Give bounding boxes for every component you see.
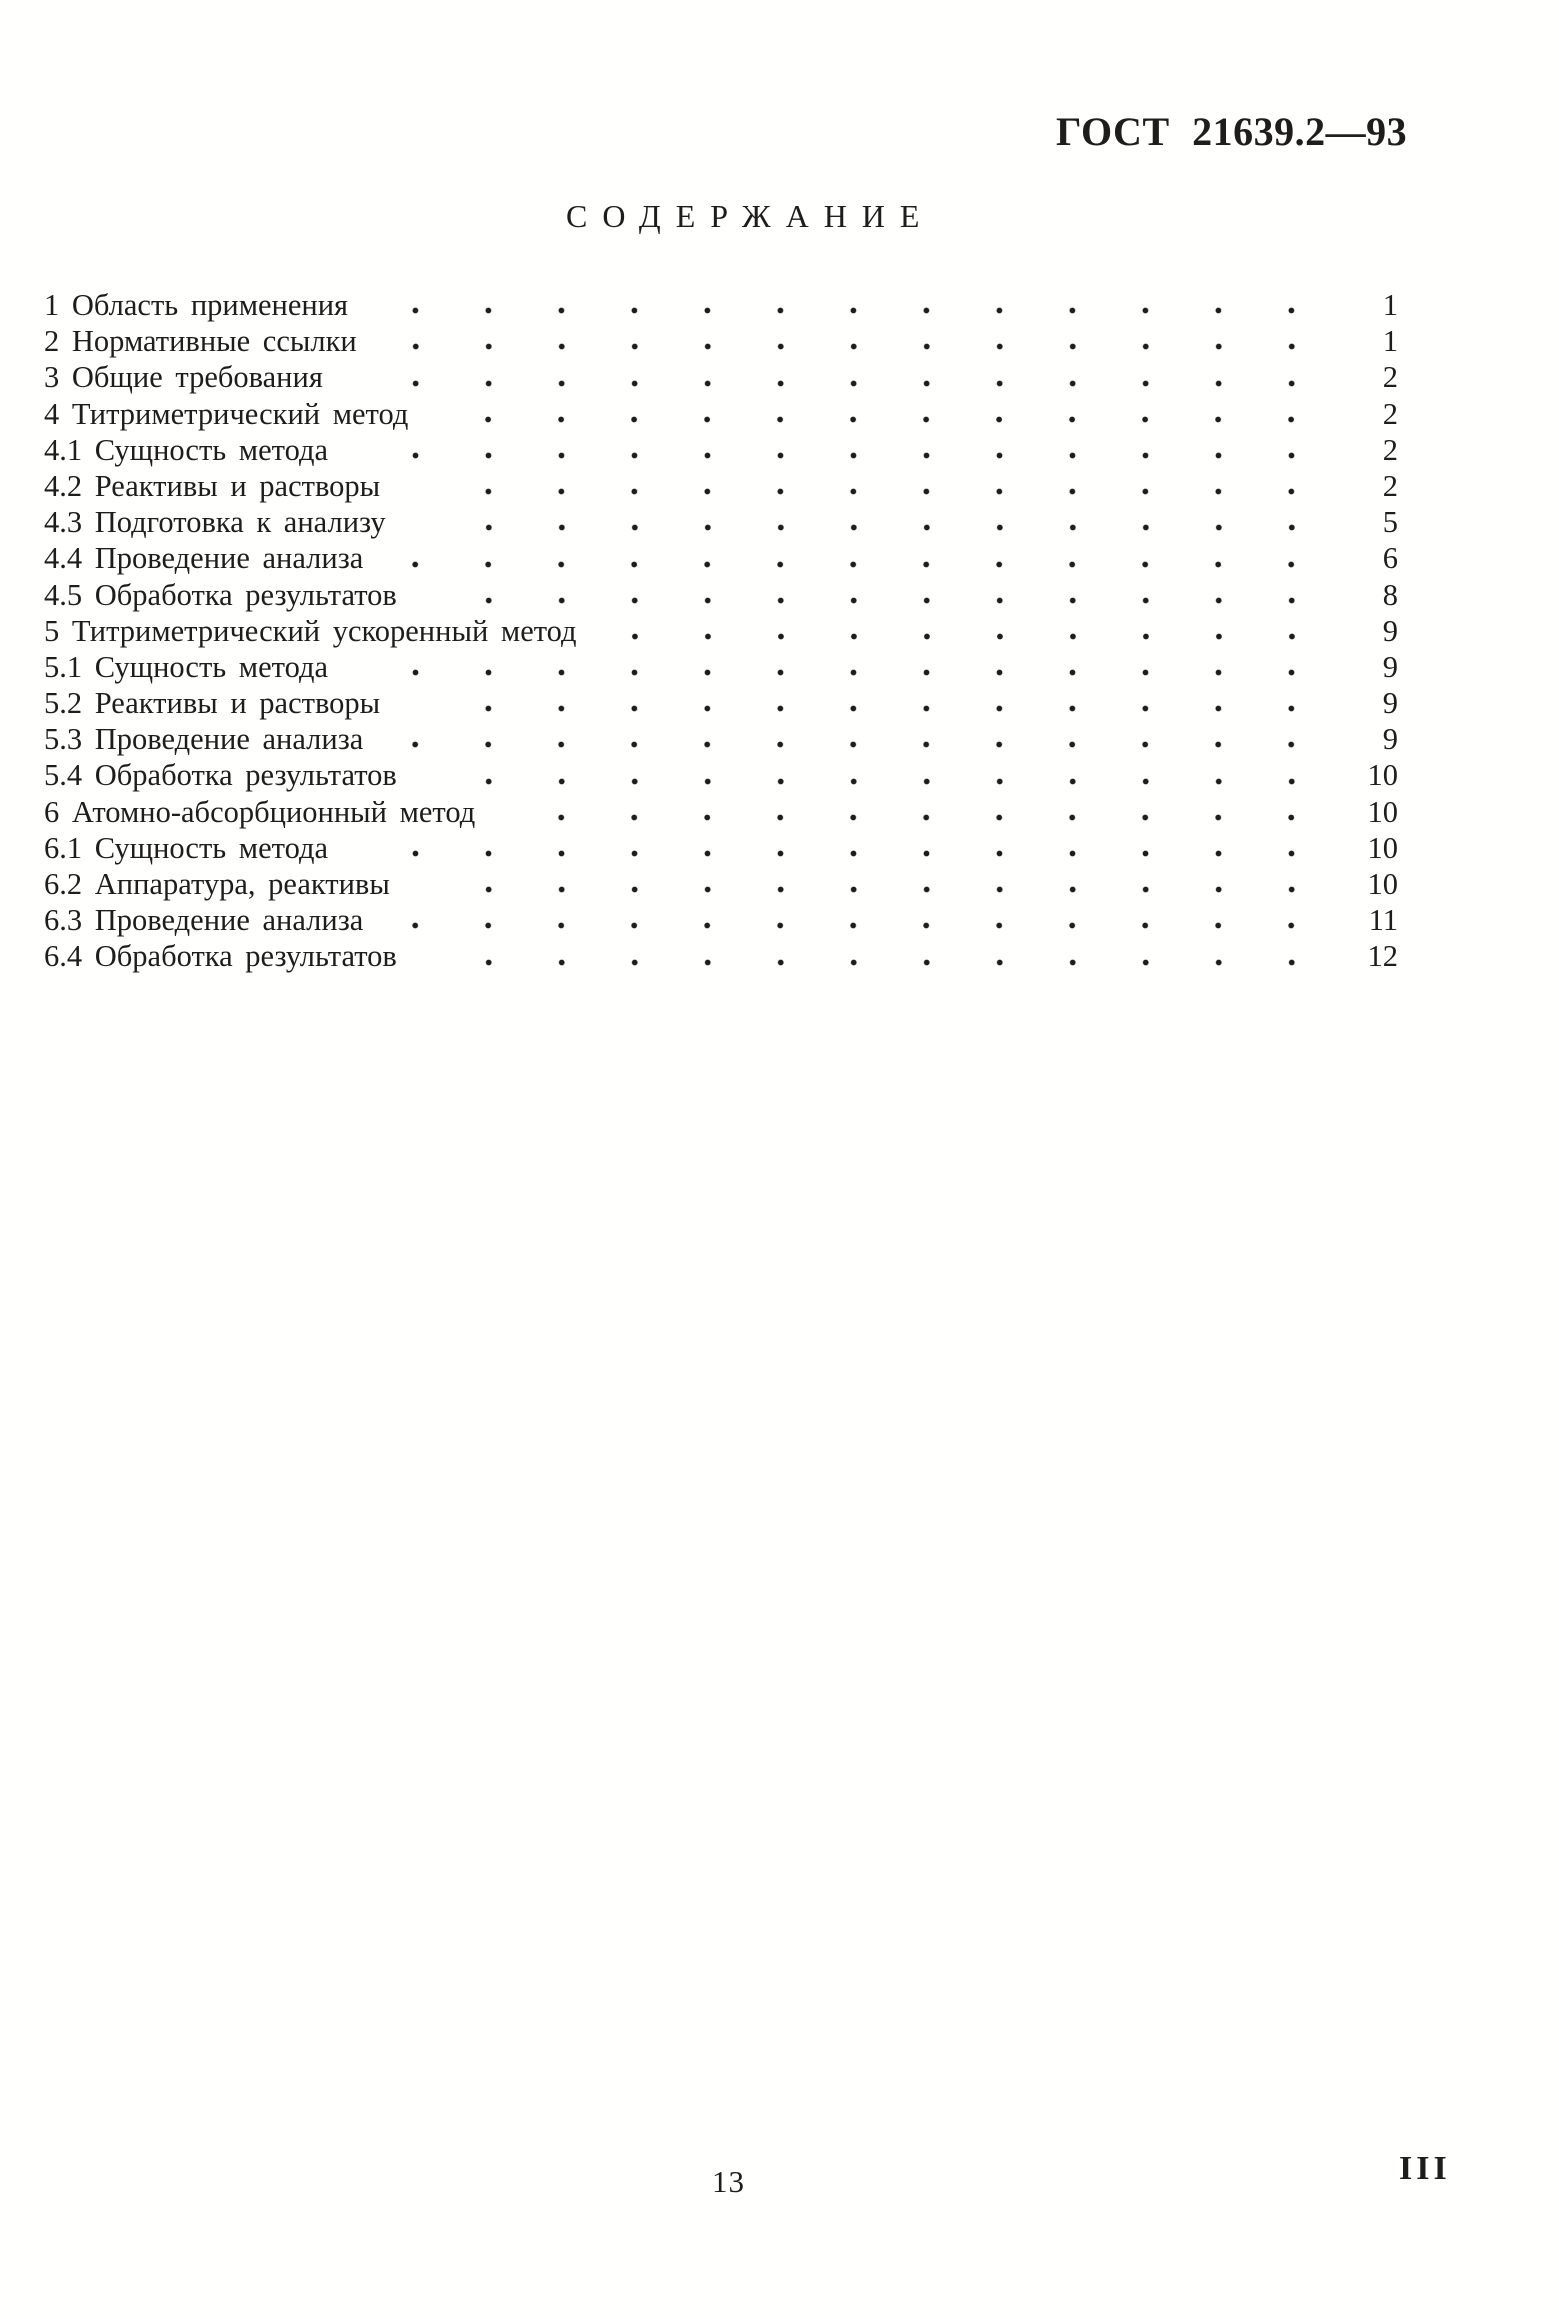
toc-entry-label: 5.3 Проведение анализа [44, 722, 364, 757]
dot-leader [368, 830, 1332, 866]
dot-leader [430, 866, 1332, 902]
toc-entry-page: 8 [1382, 577, 1398, 612]
toc-entry-page: 9 [1382, 686, 1398, 721]
toc-row [44, 830, 1398, 866]
toc-entry-page: 10 [1367, 794, 1398, 829]
toc-entry-label: 4.1 Сущность метода [44, 432, 328, 467]
toc-entry-label: 5.2 Реактивы и растворы [44, 686, 381, 721]
toc-row [44, 504, 1398, 540]
toc-entry-label: 1 Область применения [44, 288, 349, 322]
toc-row [44, 721, 1398, 757]
toc-entry-label: 6 Атомно-абсорбционный метод [44, 794, 476, 829]
dot-leader [388, 287, 1332, 323]
toc-row [44, 468, 1398, 504]
toc-entry-page: 1 [1382, 324, 1398, 359]
toc-entry-label: 6.3 Проведение анализа [44, 903, 364, 938]
toc-entry-label: 4.5 Обработка результатов [44, 577, 397, 612]
dot-leader [420, 468, 1332, 504]
toc-entry-label: 6.2 Аппаратура, реактивы [44, 867, 390, 901]
toc-entry-label: 4.4 Проведение анализа [44, 541, 364, 576]
toc-entry-page: 9 [1382, 649, 1398, 684]
toc-row [44, 938, 1398, 974]
toc-entry-page: 2 [1382, 468, 1398, 503]
toc-entry-page: 9 [1382, 613, 1398, 648]
toc-row [44, 323, 1398, 359]
toc-entry-label: 4 Титриметрический метод [44, 396, 409, 431]
toc-entry-label: 4.2 Реактивы и растворы [44, 468, 381, 503]
dot-leader [368, 432, 1332, 468]
dot-leader [426, 504, 1332, 540]
dot-leader [437, 938, 1332, 974]
dot-leader [448, 396, 1332, 432]
toc-row [44, 794, 1398, 830]
dot-leader [403, 540, 1332, 576]
dot-leader [363, 359, 1332, 395]
standard-number: ГОСТ 21639.2—93 [1056, 109, 1408, 154]
toc-entry-page: 9 [1382, 722, 1398, 757]
toc-row [44, 649, 1398, 685]
toc-entry-page: 2 [1382, 432, 1398, 467]
dot-leader [397, 323, 1332, 359]
toc-row [44, 685, 1398, 721]
toc-row [44, 866, 1398, 902]
toc-row [44, 359, 1398, 395]
dot-leader [403, 721, 1332, 757]
toc-entry-page: 1 [1382, 288, 1398, 322]
toc-entry-page: 2 [1382, 396, 1398, 431]
toc-row [44, 287, 1398, 323]
toc-entry-label: 6.4 Обработка результатов [44, 939, 397, 974]
toc-entry-label: 6.1 Сущность метода [44, 830, 328, 865]
toc-entry-label: 5.4 Обработка результатов [44, 758, 397, 793]
dot-leader [403, 902, 1332, 938]
dot-leader [617, 613, 1332, 649]
toc-entry-page: 2 [1382, 360, 1398, 395]
footer-sheet-numeral: III [1399, 2150, 1451, 2187]
footer-page-number: 13 [712, 2164, 745, 2199]
toc-row [44, 613, 1398, 649]
toc-row [44, 757, 1398, 793]
toc-entry-page: 10 [1367, 758, 1398, 793]
toc-entry-label: 2 Нормативные ссылки [44, 324, 357, 359]
toc-row [44, 396, 1398, 432]
toc-entry-label: 5.1 Сущность метода [44, 649, 328, 684]
contents-title: СОДЕРЖАНИЕ [566, 198, 935, 234]
toc-row [44, 902, 1398, 938]
toc-entry-label: 4.3 Подготовка к анализу [44, 505, 386, 540]
toc-entry-page: 12 [1367, 939, 1398, 974]
toc-entry-label: 5 Титриметрический ускоренный метод [44, 613, 577, 648]
toc-row [44, 577, 1398, 613]
dot-leader [437, 577, 1332, 613]
toc-entry-page: 6 [1382, 541, 1398, 576]
toc-entry-label: 3 Общие требования [44, 360, 323, 395]
dot-leader [420, 685, 1332, 721]
toc-entry-page: 5 [1382, 505, 1398, 540]
toc-entry-page: 10 [1367, 830, 1398, 865]
dot-leader [368, 649, 1332, 685]
toc-entry-page: 11 [1368, 903, 1398, 938]
dot-leader [437, 757, 1332, 793]
toc-row [44, 432, 1398, 468]
dot-leader [515, 794, 1332, 830]
toc-entry-page: 10 [1367, 867, 1398, 901]
toc-list [44, 287, 1398, 975]
toc-row [44, 540, 1398, 576]
